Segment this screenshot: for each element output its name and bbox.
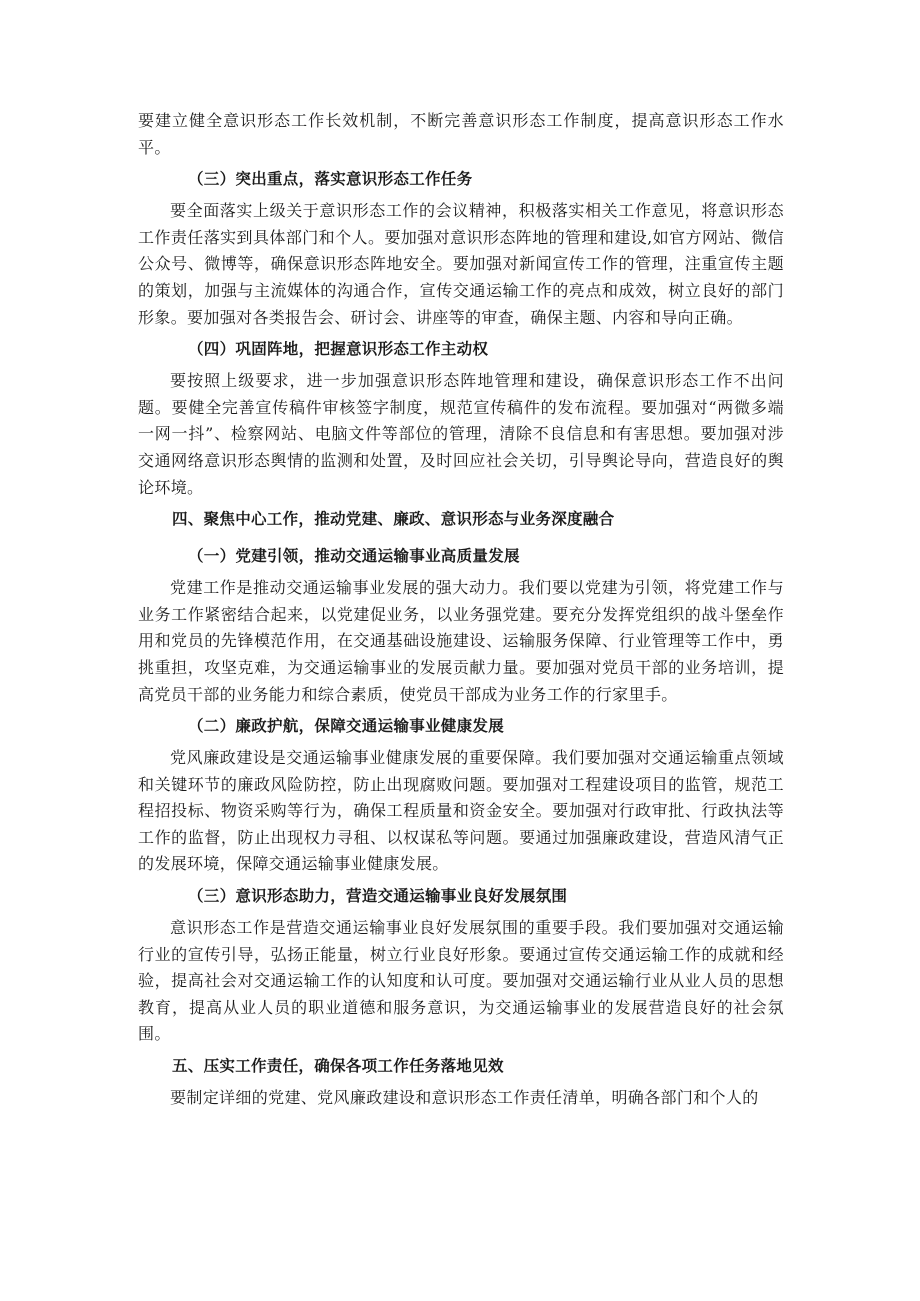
- document-page: [138, 108, 784, 1112]
- paragraph-continued: 要建立健全意识形态工作长效机制，不断完善意识形态工作制度，提高意识形态工作水平。: [138, 111, 784, 157]
- paragraph: 要按照上级要求，进一步加强意识形态阵地管理和建设，确保意识形态工作不出问题。要健全完善宣传稿件审核签字制度，规范宣传稿件的发布流程。要加强对“两微多端一网一抖”、检察网站、电脑文件等部位的管理，清除不良信息和有害思想。要加强对涉交通网络意识形态舆情的监测和处置，及时回应社会关切，引导舆论导向，营造良好的舆论环境。: [138, 371, 784, 497]
- paragraph: 要全面落实上级关于意识形态工作的会议精神，积极落实相关工作意见，将意识形态工作责任落实到具体部门和个人。要加强对意识形态阵地的管理和建设,如官方网站、微信公众号、微博等，确保意识形态阵地安全。要加强对新闻宣传工作的管理，注重宣传主题的策划，加强与主流媒体的沟通合作，宣传交通运输工作的亮点和成效，树立良好的部门形象。要加强对各类报告会、研讨会、讲座等的审查，确保主题、内容和导向正确。: [138, 201, 784, 327]
- subheading-2-clean-governance: （二）廉政护航，保障交通运输事业健康发展: [188, 717, 505, 736]
- subheading-1-party-building: （一）党建引领，推动交通运输事业高质量发展: [188, 547, 520, 566]
- subheading-3-key-tasks: （三）突出重点，落实意识形态工作任务: [188, 170, 473, 189]
- paragraph: 党风廉政建设是交通运输事业健康发展的重要保障。我们要加强对交通运输重点领域和关键环节的廉政风险防控，防止出现腐败问题。要加强对工程建设项目的监管，规范工程招投标、物资采购等行为，确保工程质量和资金安全。要加强对行政审批、行政执法等工作的监督，防止出现权力寻租、以权谋私等问题。要通过加强廉政建设，营造风清气正的发展环境，保障交通运输事业健康发展。: [138, 748, 784, 874]
- paragraph: 要制定详细的党建、党风廉政建设和意识形态工作责任清单，明确各部门和个人的: [170, 1088, 759, 1108]
- section-heading-5: 五、压实工作责任，确保各项工作任务落地见效: [172, 1057, 504, 1076]
- subheading-4-consolidate-positions: （四）巩固阵地，把握意识形态工作主动权: [188, 340, 489, 359]
- section-heading-4: 四、聚焦中心工作，推动党建、廉政、意识形态与业务深度融合: [172, 510, 615, 529]
- paragraph: 党建工作是推动交通运输事业发展的强大动力。我们要以党建为引领，将党建工作与业务工作紧密结合起来，以党建促业务，以业务强党建。要充分发挥党组织的战斗堡垒作用和党员的先锋模范作用，在交通基础设施建设、运输服务保障、行业管理等工作中，勇挑重担，攻坚克难，为交通运输事业的发展贡献力量。要加强对党员干部的业务培训，提高党员干部的业务能力和综合素质，使党员干部成为业务工作的行家里手。: [138, 578, 784, 704]
- paragraph: 意识形态工作是营造交通运输事业良好发展氛围的重要手段。我们要加强对交通运输行业的宣传引导，弘扬正能量，树立行业良好形象。要通过宣传交通运输工作的成就和经验，提高社会对交通运输工作的认知度和认可度。要加强对交通运输行业从业人员的思想教育，提高从业人员的职业道德和服务意识，为交通运输事业的发展营造良好的社会氛围。: [138, 918, 784, 1044]
- subheading-3-ideology-support: （三）意识形态助力，营造交通运输事业良好发展氛围: [188, 887, 568, 906]
